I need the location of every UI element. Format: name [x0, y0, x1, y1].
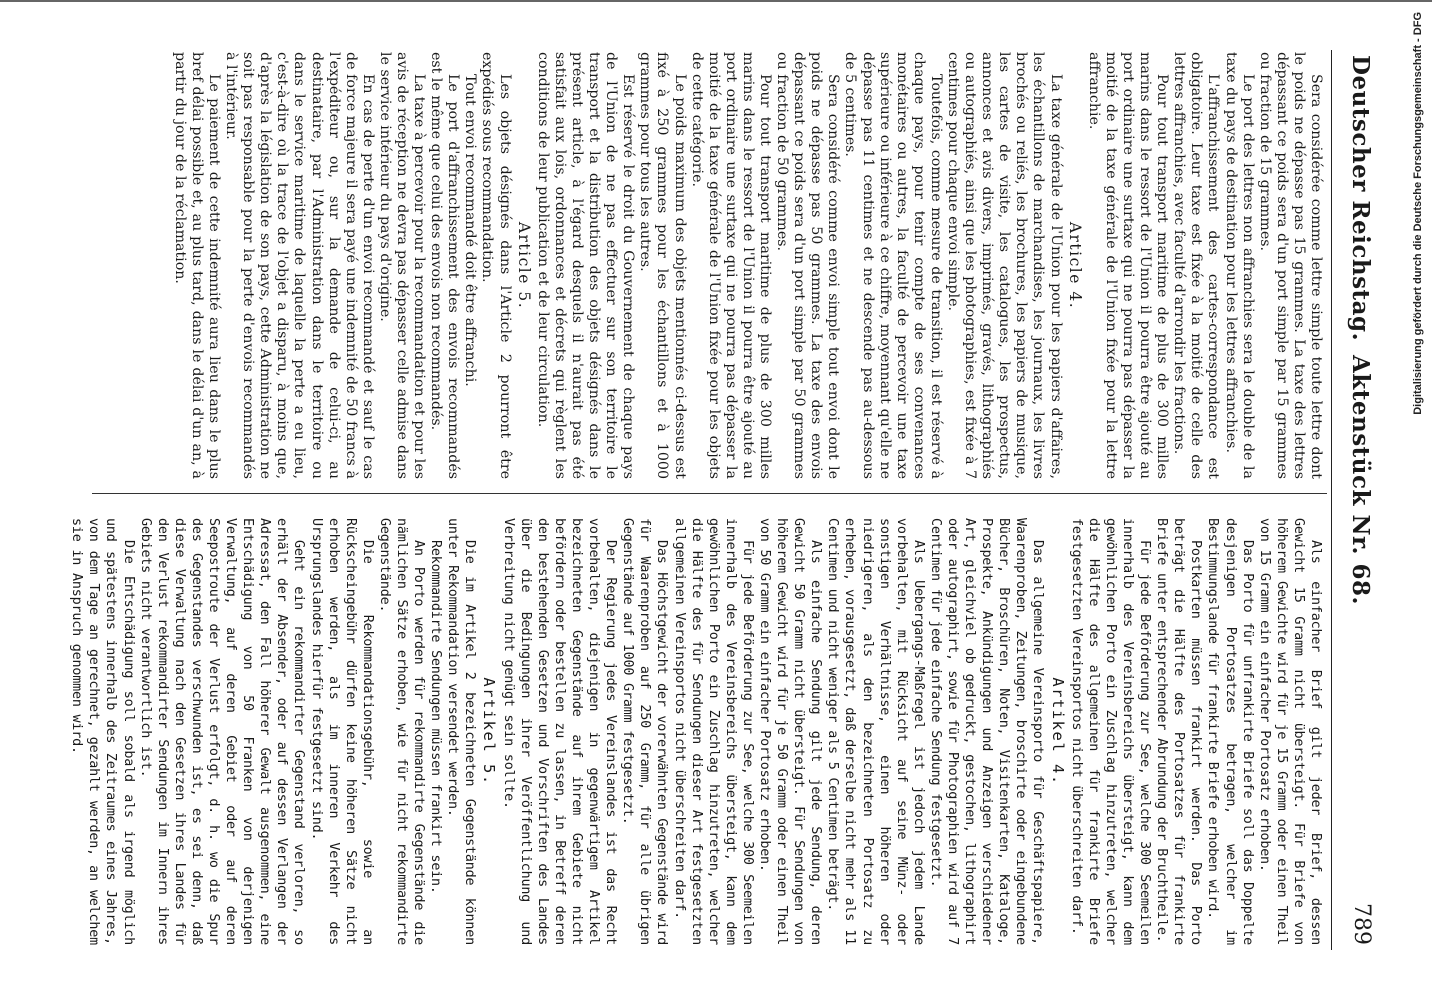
- article-heading: Article 4.: [1065, 221, 1084, 310]
- french-column: [94, 52, 1324, 479]
- paragraph: Pour tout transport maritime de plus de 300 milles marins dans le ressort de l'Union il pourra être ajouté au port ordinaire une surtaxe qui ne pourra pas dépasser la moitié de la taxe générale de l'Union fixée pour les objets de cette catégorie.: [688, 52, 773, 479]
- paragraph: L'affranchissement des cartes-correspondance est obligatoire. Leur taxe est fixée à la moitié de celle des lettres affranchies, avec faculté d'arrondir les fractions.: [1171, 52, 1222, 479]
- paragraph: Toutefois, comme mesure de transition, il est réservé à chaque pays, pour tenir compte de ses convenances monétaires ou autres, la faculté de percevoir une taxe supérieure ou inférieure à ce chiffre, moyennant qu'elle ne dépasse pas 11 centimes et ne descende pas au-dessous de 5 centimes.: [842, 52, 944, 479]
- paragraph: Als einfache Sendung gilt jede Sendung, deren Gewicht 50 Gramm nicht übersteigt. Für Sendungen von höherem Gewicht wird für je 50 Gramm oder einen Theil von 50 Gramm ein einfacher Portosatz erhoben.: [757, 518, 824, 945]
- paragraph: Est réservé le droit du Gouvernement de chaque pays de l'Union de ne pas effectuer sur son territoire le transport et la distribution des objets désignés dans le présent article, à l'égard desquels il n'aurait pas été satisfait aux lois, ordonnances et décrets qui règlent les conditions de leur publication et de leur circulation.: [534, 52, 637, 479]
- digitization-credit-text: Digitalisierung gefördert durch die Deutsche Forschungsgemeinschaft - DFG: [1412, 12, 1424, 415]
- paragraph: En cas de perte d'un envoi recommandé et sauf le cas de force majeure il sera payé une indemnité de 50 francs à l'expéditeur ou, sur la demande de celui-ci, au destinataire, par l'Administration dans le territoire ou dans le service maritime de laquelle la perte a eu lieu, c'est-à-dire où la trace de l'objet a disparu, à moins que, d'après la législation de son pays, cette Administration ne soit pas responsable pour la perte d'envois recommandés à l'intérieur.: [223, 52, 376, 479]
- header-rule: [1331, 50, 1332, 950]
- page-edge: [0, 0, 1432, 2]
- german-column: [69, 518, 1324, 945]
- article-heading: Artikel 4.: [1048, 677, 1067, 786]
- paragraph: Tout envoi recommandé doit être affranchi.: [462, 74, 479, 387]
- paragraph: Geht ein rekommandirter Gegenstand verloren, so erhält der Absender, oder auf dessen Verlangen der Adressat, den Fall höherer Gewalt ausgenommen, eine Entschädigung von 50 Franken von derjenigen Verwaltung, auf deren Gebiet oder auf deren Seepostroute der Verlust erfolgt, d. h. wo die Spur des Gegenstandes verschwunden ist, es sei denn, daß diese Verwaltung nach den Gesetzen ihres Landes für den Verlust rekommandirter Sendungen im Innern ihres Gebiets nicht verantwortlich ist.: [137, 518, 307, 945]
- paragraph: La taxe à percevoir pour la recommandation et pour les avis de réception ne devra pas dépasser celle admise dans le service intérieur du pays d'origine.: [376, 52, 428, 479]
- paragraph: Le port des lettres non affranchies sera le double de la taxe du pays de destination pour les lettres affranchies.: [1222, 52, 1256, 479]
- paragraph: Sera considéré comme envoi simple tout envoi dont le poids ne dépasse pas 50 grammes. La taxe des envois dépassant ce poids sera d'un port simple par 50 grammes ou fraction de 50 grammes.: [774, 52, 842, 479]
- page-header: [1334, 0, 1374, 1000]
- paragraph: Le paiement de cette indemnité aura lieu dans le plus bref délai possible et, au plus tard, dans le délai d'un an, à partir du jour de la réclamation.: [171, 52, 222, 479]
- paragraph: Die im Artikel 2 bezeichneten Gegenstände können unter Rekommandation versendet werden.: [445, 518, 478, 945]
- paragraph: Für jede Beförderung zur See, welche 300 Seemeilen innerhalb des Vereinsbereichs übersteigt, kann dem gewöhnlichen Porto ein Zuschlag hinzutreten, welcher die Hälfte des allgemeinen für frankirte Briefe festgesetzten Vereinsportos nicht überschreiten darf.: [1068, 518, 1153, 945]
- paragraph: Postkarten müssen frankirt werden. Das Porto beträgt die Hälfte des Portosatzes für frankirte Briefe unter entsprechender Abrundung der Bruchtheile.: [1154, 518, 1204, 945]
- paragraph: Les objets désignés dans l'Article 2 pourront être expédiés sous recommandation.: [479, 52, 513, 479]
- paragraph: Le port d'affranchissement des envois recommandés est le même que celui des envois non recommandés.: [428, 52, 462, 479]
- paragraph: Le poids maximum des objets mentionnés ci-dessus est fixé à 250 grammes pour les échantillons et à 1000 grammes pour tous les autres.: [637, 52, 688, 479]
- page-number: 789: [1349, 903, 1374, 945]
- article-heading: Article 5.: [514, 221, 533, 310]
- paragraph: An Porto werden für rekommandirte Gegenstände die nämlichen Sätze erhoben, wie für nicht rekommandirte Gegenstände.: [376, 518, 427, 945]
- header-left-title: Deutscher Reichstag.: [1347, 55, 1374, 342]
- paragraph: La taxe générale de l'Union pour les papiers d'affaires, les échantillons de marchandises, les journaux, les livres brochés ou reliés, les brochures, les papiers de musique, les cartes de visite, les catalogues, les prospectus, annonces et avis divers, imprimés, gravés, lithographiés ou autographiés, ainsi que les photographies, est fixée à 7 centimes pour chaque envoi simple.: [945, 52, 1064, 479]
- paragraph: Die Entschädigung soll sobald als irgend möglich und spätestens innerhalb des Zeitraumes eines Jahres, von dem Tage an gerechnet, gezahlt werden, an welchem sie in Anspruch genommen wird.: [69, 518, 136, 945]
- paragraph: Pour tout transport maritime de plus de 300 milles marins dans le ressort de l'Union il pourra être ajouté au port ordinaire une surtaxe qui ne pourra pas dépasser la moitié de la taxe générale de l'Union fixée pour la lettre affranchie.: [1085, 52, 1171, 479]
- paragraph: Sera considérée comme lettre simple toute lettre dont le poids ne dépasse pas 15 grammes. La taxe des lettres dépassant ce poids sera d'un port simple par 15 grammes ou fraction de 15 grammes.: [1256, 52, 1324, 479]
- article-heading: Artikel 5.: [480, 677, 499, 786]
- paragraph: Als Uebergangs-Maßregel ist jedoch jedem Lande vorbehalten, mit Rücksicht auf seine Münz- oder sonstigen Verhältnisse, einen höheren oder niedrigeren, als den bezeichneten Portosatz zu erheben, vorausgesetzt, daß derselbe nicht mehr als 11 Centimen und nicht weniger als 5 Centimen beträgt.: [825, 518, 926, 945]
- paragraph: Als einfacher Brief gilt jeder Brief, dessen Gewicht 15 Gramm nicht übersteigt. Für Briefe von höherem Gewichte wird für je 15 Gramm oder einen Theil von 15 Gramm ein einfacher Portosatz erhoben.: [1256, 518, 1323, 945]
- paragraph: Das allgemeine Vereinsporto für Geschäftspapiere, Waarenproben, Zeitungen, broschirte oder eingebundene Bücher, Broschüren, Noten, Visitenkarten, Kataloge, Prospekte, Ankündigungen und Anzeigen verschiedener Art, gleichviel ob gedruckt, gestochen, lithographirt oder autographirt, sowie für Photographien wird auf 7 Centimen für jede einfache Sendung festgesetzt.: [927, 518, 1046, 945]
- digitization-credit: [1411, 0, 1433, 1000]
- header-center-title: Aktenstück Nr. 68.: [1347, 354, 1374, 606]
- paragraph: Für jede Beförderung zur See, welche 300 Seemeilen innerhalb des Vereinsbereichs übersteigt, kann dem gewöhnlichen Porto ein Zuschlag hinzutreten, welcher die Hälfte des für Sendungen dieser Art festgesetzten allgemeinen Vereinsportos nicht überschreiten darf.: [671, 518, 755, 945]
- column-divider: [92, 493, 1327, 494]
- paragraph: Rekommandirte Sendungen müssen frankirt sein.: [428, 540, 444, 894]
- paragraph: Die Rekommandationsgebühr, sowie an Rückscheingebühr dürfen keine höheren Sätze nicht erhoben werden, als im inneren Verkehr des Ursprungslandes hierfür festgesetzt sind.: [308, 518, 375, 945]
- paragraph: Der Regierung jedes Vereinslandes ist das Recht vorbehalten, diejenigen in gegenwärtigem Artikel bezeichneten Gegenstände auf ihrem Gebiete nicht befördern oder bestellen zu lassen, in Betreff deren den bestehenden Gesetzen und Vorschriften des Landes über die Bedingungen ihrer Veröffentlichung und Verbreitung nicht genügt sein sollte.: [500, 518, 619, 945]
- paragraph: Das Porto für unfrankirte Briefe soll das Doppelte desjenigen Portosatzes betragen, welcher im Bestimmungslande für frankirte Briefe erhoben wird.: [1205, 518, 1255, 945]
- paragraph: Das Höchstgewicht der vorerwähnten Gegenstände wird für Waarenproben auf 250 Gramm, für alle übrigen Gegenstände auf 1000 Gramm festgesetzt.: [620, 518, 670, 945]
